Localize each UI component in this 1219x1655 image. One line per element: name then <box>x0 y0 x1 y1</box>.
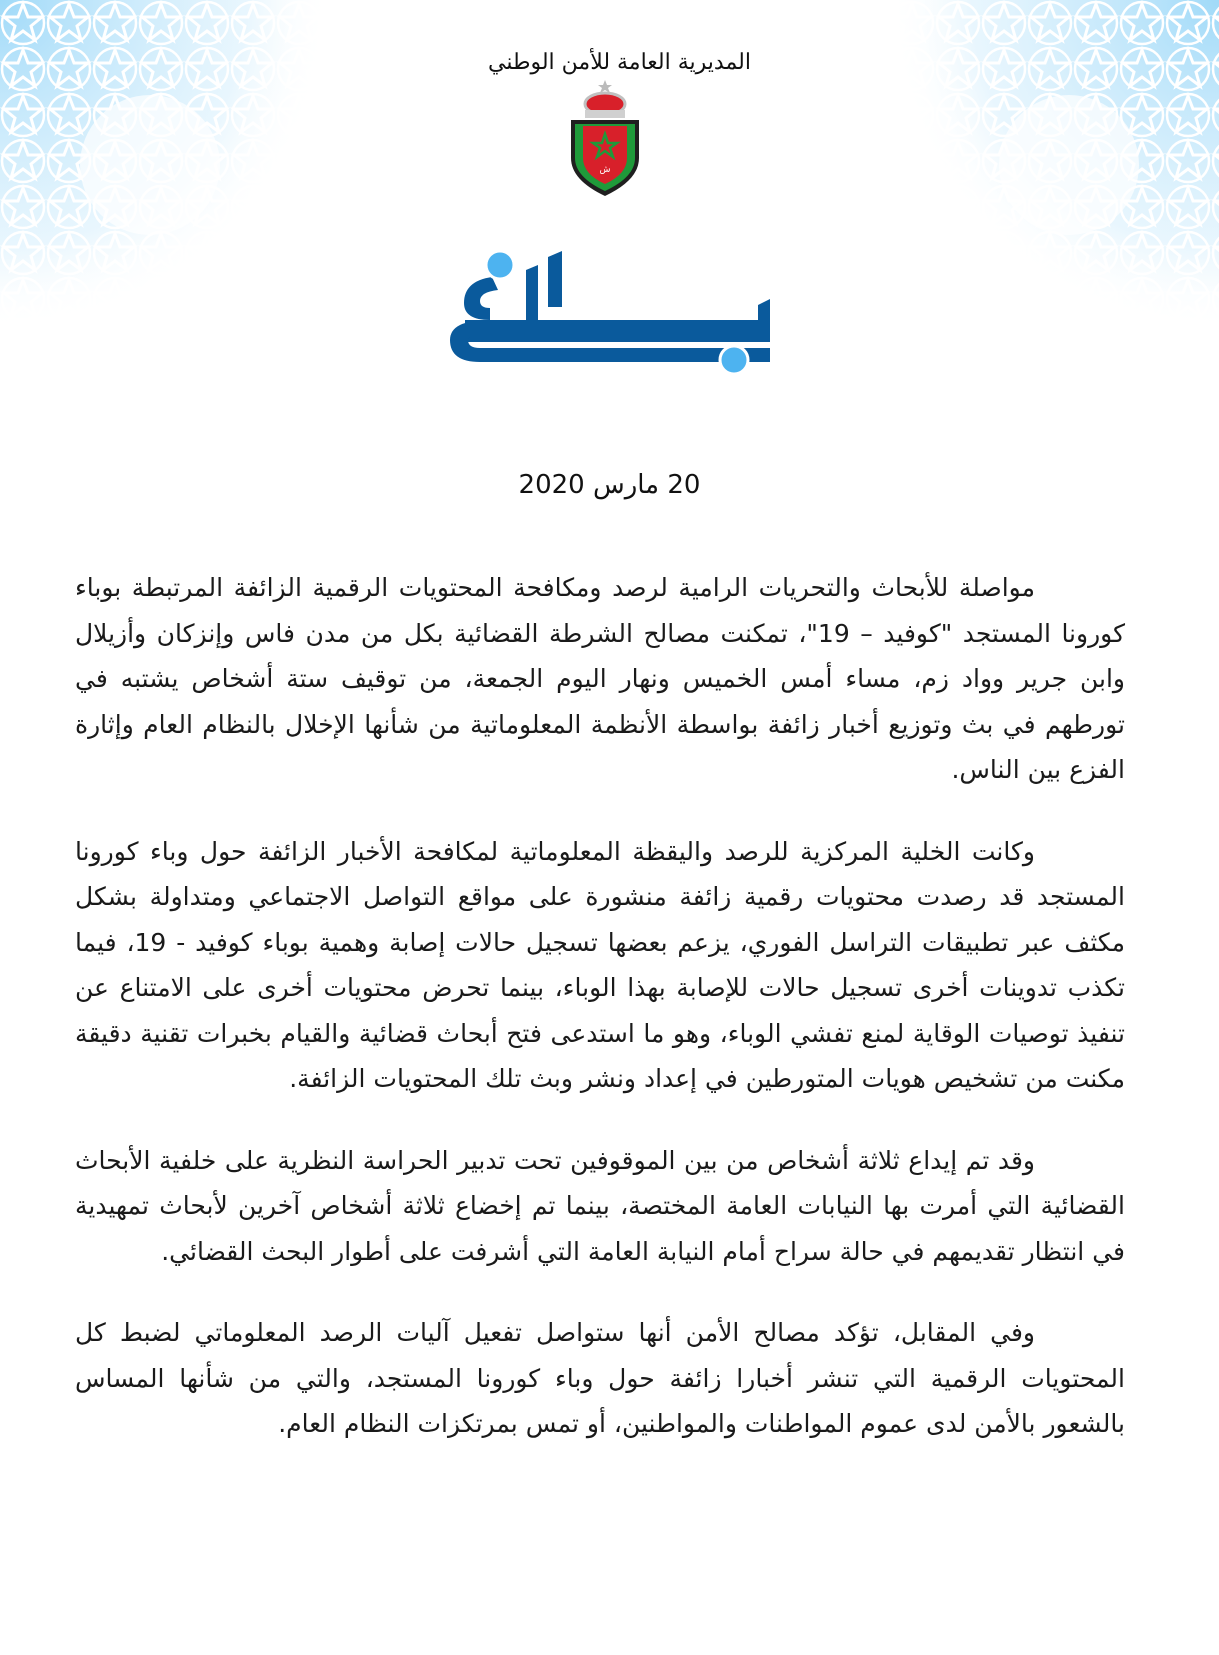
agency-name: المديرية العامة للأمن الوطني <box>488 50 751 75</box>
paragraph: وقد تم إيداع ثلاثة أشخاص من بين الموقوفين تحت تدبير الحراسة النظرية على خلفية الأبحاث القضائية التي أمرت بها النيابات العامة المختصة، بينما تم إخضاع ثلاثة أشخاص آخرين لأبحاث تمهيدية في انتظار تقديمهم في حالة سراح أمام النيابة العامة التي أشرفت على أطوار البحث القضائي. <box>75 1145 1125 1266</box>
publication-date: 20 مارس 2020 <box>518 470 701 500</box>
letterhead <box>0 50 1219 75</box>
paragraph: مواصلة للأبحاث والتحريات الرامية لرصد ومكافحة المحتويات الرقمية الزائفة المرتبطة بوباء كورونا المستجد "كوفيد – 19"، تمكنت مصالح الشرطة القضائية بكل من مدن فاس وإنزكان وأزيلال وابن جرير وواد زم، مساء أمس الخميس ونهار اليوم الجمعة، من توقيف ستة أشخاص يشتبه في تورطهم في بث وتوزيع أخبار زائفة بواسطة الأنظمة المعلوماتية من شأنها الإخلال بالنظام العام وإثارة الفزع بين الناس. <box>75 573 1125 784</box>
balagh-title-logo <box>430 235 790 375</box>
paragraph: وكانت الخلية المركزية للرصد واليقظة المعلوماتية لمكافحة الأخبار الزائفة حول وباء كورونا المستجد قد رصدت محتويات رقمية زائفة منشورة على مواقع التواصل الاجتماعي ومتداولة بشكل مكثف عبر تطبيقات التراسل الفوري، يزعم بعضها تسجيل حالات إصابة وهمية بوباء كوفيد - 19، فيما تكذب تدوينات أخرى تسجيل حالات للإصابة بهذا الوباء، بينما تحرض محتويات أخرى على الامتناع عن تنفيذ توصيات الوقاية لمنع تفشي الوباء، وهو ما استدعى فتح أبحاث قضائية والقيام بخبرات تقنية دقيقة مكنت من تشخيص هويات المتورطين في إعداد ونشر وبث تلك المحتويات الزائفة. <box>75 836 1125 1093</box>
paragraph: وفي المقابل، تؤكد مصالح الأمن أنها ستواصل تفعيل آليات الرصد المعلوماتي لضبط كل المحتويات الرقمية التي تنشر أخبارا زائفة حول وباء كورونا المستجد، والتي من شأنها المساس بالشعور بالأمن لدى عموم المواطنات والمواطنين، أو تمس بمرتكزات النظام العام. <box>75 1318 1125 1438</box>
svg-text:ش: ش <box>599 165 611 175</box>
press-release-body <box>75 565 1125 1483</box>
police-crest-icon <box>565 80 645 200</box>
